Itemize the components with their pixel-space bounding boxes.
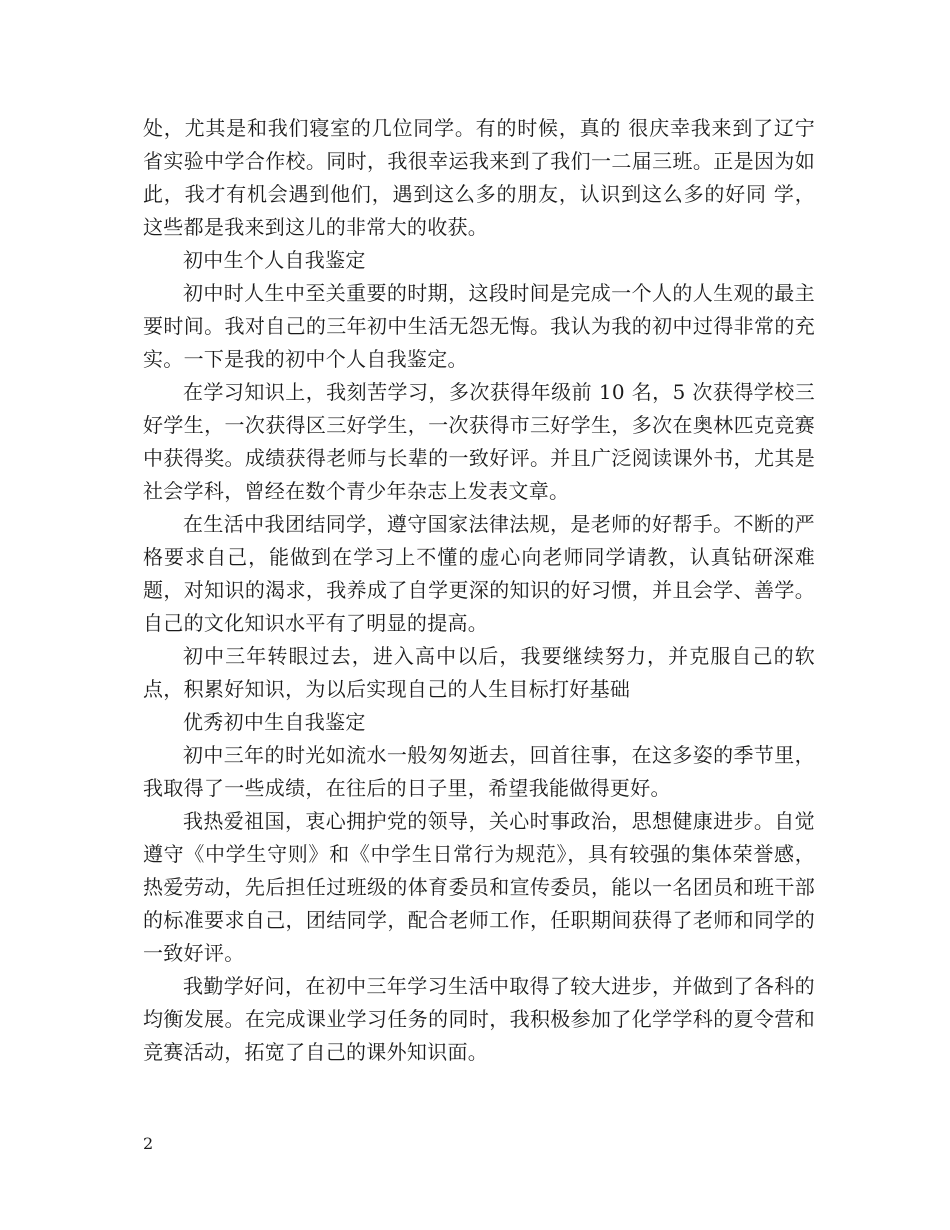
paragraph-reflection: 初中三年的时光如流水一般匆匆逝去，回首往事，在这多姿的季节里，我取得了一些成绩，在往后的日子里，希望我能做得更好。	[143, 743, 815, 800]
paragraph-life: 在生活中我团结同学，遵守国家法律法规，是老师的好帮手。不断的严格要求自己，能做到在学习上不懂的虚心向老师同学请教，认真钻研深难题，对知识的渴求，我养成了自学更深的知识的好习惯，并且会学、善学。自己的文化知识水平有了明显的提高。	[143, 512, 815, 635]
page-number: 2	[143, 1134, 154, 1153]
paragraph-future: 初中三年转眼过去，进入高中以后，我要继续努力，并克服自己的软点，积累好知识，为以后实现自己的人生目标打好基础	[143, 644, 815, 701]
paragraph-intro: 初中时人生中至关重要的时期，这段时间是完成一个人的人生观的最主要时间。我对自己的三年初中生活无怨无悔。我认为我的初中过得非常的充实。一下是我的初中个人自我鉴定。	[143, 281, 815, 371]
paragraph-patriotism: 我热爱祖国，衷心拥护党的领导，关心时事政治，思想健康进步。自觉遵守《中学生守则》和《中学生日常行为规范》，具有较强的集体荣誉感，热爱劳动，先后担任过班级的体育委员和宣传委员，能以一名团员和班干部的标准要求自己，团结同学，配合老师工作，任职期间获得了老师和同学的一致好评。	[143, 809, 815, 965]
section-heading-excellent-appraisal: 优秀初中生自我鉴定	[183, 710, 366, 734]
section-heading-personal-appraisal: 初中生个人自我鉴定	[183, 248, 366, 272]
document-body	[143, 112, 815, 1069]
paragraph-continuation: 处，尤其是和我们寝室的几位同学。有的时候，真的 很庆幸我来到了辽宁省实验中学合作校。同时，我很幸运我来到了我们一二届三班。正是因为如此，我才有机会遇到他们，遇到这么多的朋友，认识到这么多的好同 学，这些都是我来到这儿的非常大的收获。	[143, 116, 815, 239]
paragraph-learning: 我勤学好问，在初中三年学习生活中取得了较大进步，并做到了各科的均衡发展。在完成课业学习任务的同时，我积极参加了化学学科的夏令营和竞赛活动，拓宽了自己的课外知识面。	[143, 974, 815, 1064]
paragraph-study: 在学习知识上，我刻苦学习，多次获得年级前 10 名，5 次获得学校三好学生，一次获得区三好学生，一次获得市三好学生，多次在奥林匹克竞赛中获得奖。成绩获得老师与长辈的一致好评。并且广泛阅读课外书，尤其是社会学科，曾经在数个青少年杂志上发表文章。	[143, 380, 815, 503]
